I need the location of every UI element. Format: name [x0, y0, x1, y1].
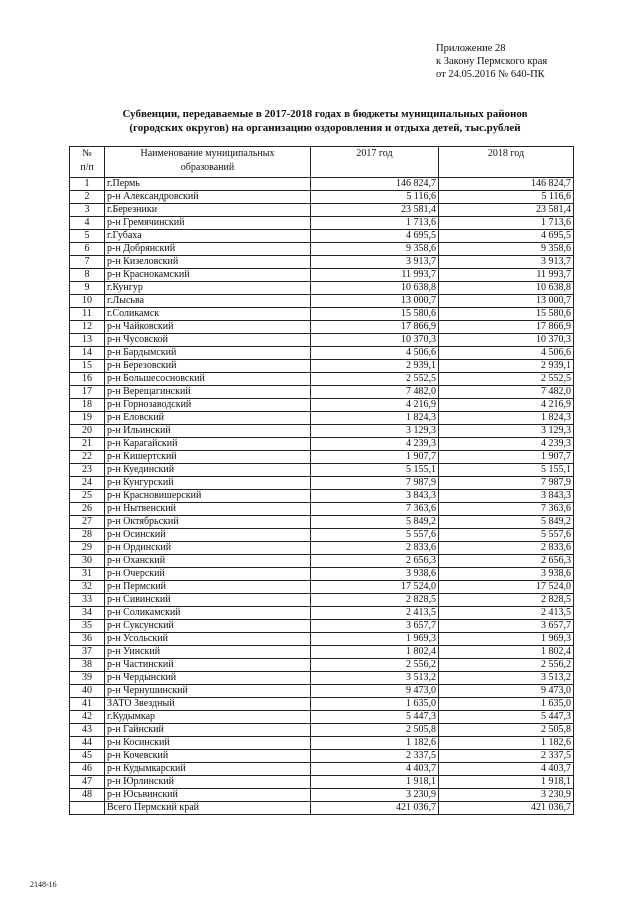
row-value-2018: 2 828,5	[439, 594, 574, 607]
table-row	[70, 568, 574, 581]
row-value-2018: 9 473,0	[439, 685, 574, 698]
row-value-2017: 1 969,3	[311, 633, 439, 646]
row-value-2018: 7 482,0	[439, 386, 574, 399]
row-number: 17	[70, 386, 105, 399]
row-value-2018: 15 580,6	[439, 308, 574, 321]
row-number: 33	[70, 594, 105, 607]
document-code: 2148-16	[30, 880, 57, 889]
row-value-2018: 1 713,6	[439, 217, 574, 230]
table-row	[70, 373, 574, 386]
row-number: 1	[70, 178, 105, 191]
row-value-2017: 1 182,6	[311, 737, 439, 750]
row-value-2017: 7 987,9	[311, 477, 439, 490]
row-name: р-н Юсьвинский	[105, 789, 311, 802]
title-line-1: Субвенции, передаваемые в 2017-2018 годах в бюджеты муниципальных районов	[122, 108, 528, 120]
row-value-2017: 2 556,2	[311, 659, 439, 672]
row-value-2018: 1 182,6	[439, 737, 574, 750]
table-row	[70, 217, 574, 230]
row-number: 3	[70, 204, 105, 217]
table-row	[70, 711, 574, 724]
row-number: 19	[70, 412, 105, 425]
table-row	[70, 724, 574, 737]
row-value-2017: 17 524,0	[311, 581, 439, 594]
document-title	[60, 107, 590, 135]
table-row	[70, 607, 574, 620]
table-row	[70, 412, 574, 425]
row-name: р-н Очерский	[105, 568, 311, 581]
row-number: 42	[70, 711, 105, 724]
row-value-2017: 10 638,8	[311, 282, 439, 295]
row-name: р-н Кизеловский	[105, 256, 311, 269]
row-number: 48	[70, 789, 105, 802]
row-value-2018: 13 000,7	[439, 295, 574, 308]
row-number: 37	[70, 646, 105, 659]
table-row	[70, 698, 574, 711]
row-value-2018: 11 993,7	[439, 269, 574, 282]
table-row	[70, 256, 574, 269]
row-value-2017: 3 513,2	[311, 672, 439, 685]
row-number: 32	[70, 581, 105, 594]
row-number: 11	[70, 308, 105, 321]
table-row	[70, 750, 574, 763]
row-name: р-н Кочевский	[105, 750, 311, 763]
row-value-2017: 3 129,3	[311, 425, 439, 438]
row-value-2018: 3 657,7	[439, 620, 574, 633]
row-value-2018: 7 363,6	[439, 503, 574, 516]
row-value-2017: 146 824,7	[311, 178, 439, 191]
row-value-2018: 10 370,3	[439, 334, 574, 347]
row-name: р-н Осинский	[105, 529, 311, 542]
row-value-2017: 23 581,4	[311, 204, 439, 217]
row-value-2017: 1 907,7	[311, 451, 439, 464]
row-number: 9	[70, 282, 105, 295]
row-value-2017: 3 913,7	[311, 256, 439, 269]
table-row	[70, 581, 574, 594]
row-name: р-н Усольский	[105, 633, 311, 646]
row-value-2018: 421 036,7	[439, 802, 574, 815]
row-number: 12	[70, 321, 105, 334]
table-row	[70, 425, 574, 438]
row-value-2018: 23 581,4	[439, 204, 574, 217]
table-row	[70, 399, 574, 412]
row-value-2017: 4 506,6	[311, 347, 439, 360]
row-value-2018: 1 824,3	[439, 412, 574, 425]
row-name: г.Кунгур	[105, 282, 311, 295]
row-value-2018: 2 552,5	[439, 373, 574, 386]
row-number: 41	[70, 698, 105, 711]
row-value-2017: 1 824,3	[311, 412, 439, 425]
table-row	[70, 542, 574, 555]
row-number: 4	[70, 217, 105, 230]
row-name: г.Губаха	[105, 230, 311, 243]
row-number: 7	[70, 256, 105, 269]
row-name: р-н Березовский	[105, 360, 311, 373]
table-row	[70, 386, 574, 399]
row-value-2018: 1 907,7	[439, 451, 574, 464]
row-value-2018: 5 849,2	[439, 516, 574, 529]
table-row	[70, 451, 574, 464]
row-value-2017: 15 580,6	[311, 308, 439, 321]
table-row	[70, 230, 574, 243]
row-name: р-н Карагайский	[105, 438, 311, 451]
row-number: 13	[70, 334, 105, 347]
row-value-2018: 4 216,9	[439, 399, 574, 412]
row-name: р-н Гайнский	[105, 724, 311, 737]
row-name: р-н Юрлинский	[105, 776, 311, 789]
row-number: 23	[70, 464, 105, 477]
row-value-2017: 2 828,5	[311, 594, 439, 607]
row-value-2018: 1 802,4	[439, 646, 574, 659]
row-value-2018: 2 556,2	[439, 659, 574, 672]
row-name: р-н Косинский	[105, 737, 311, 750]
row-value-2017: 2 939,1	[311, 360, 439, 373]
row-name: р-н Горнозаводский	[105, 399, 311, 412]
row-value-2018: 3 938,6	[439, 568, 574, 581]
table-row	[70, 529, 574, 542]
row-name: р-н Соликамский	[105, 607, 311, 620]
table-row	[70, 776, 574, 789]
row-name: г.Березники	[105, 204, 311, 217]
row-number: 35	[70, 620, 105, 633]
row-value-2017: 9 358,6	[311, 243, 439, 256]
row-number: 25	[70, 490, 105, 503]
row-value-2017: 2 337,5	[311, 750, 439, 763]
row-value-2017: 7 482,0	[311, 386, 439, 399]
row-value-2017: 3 938,6	[311, 568, 439, 581]
row-number: 31	[70, 568, 105, 581]
row-name: р-н Бардымский	[105, 347, 311, 360]
row-name: р-н Краснокамский	[105, 269, 311, 282]
table-row	[70, 295, 574, 308]
appendix-line-3: от 24.05.2016 № 640-ПК	[436, 69, 545, 80]
row-number: 43	[70, 724, 105, 737]
header-name-line-2: образований	[180, 162, 235, 173]
row-name: р-н Чайковский	[105, 321, 311, 334]
row-number: 26	[70, 503, 105, 516]
table-row	[70, 334, 574, 347]
table-row	[70, 490, 574, 503]
row-number: 20	[70, 425, 105, 438]
table-row	[70, 204, 574, 217]
row-number: 22	[70, 451, 105, 464]
row-number: 27	[70, 516, 105, 529]
table-row	[70, 659, 574, 672]
table-row	[70, 685, 574, 698]
row-value-2018: 3 513,2	[439, 672, 574, 685]
table-row	[70, 347, 574, 360]
row-number: 5	[70, 230, 105, 243]
row-name: г.Пермь	[105, 178, 311, 191]
row-name: р-н Пермский	[105, 581, 311, 594]
row-value-2018: 17 866,9	[439, 321, 574, 334]
table-row	[70, 282, 574, 295]
table-row	[70, 516, 574, 529]
table-body	[70, 178, 574, 815]
row-value-2018: 3 843,3	[439, 490, 574, 503]
row-value-2018: 5 557,6	[439, 529, 574, 542]
row-name: р-н Куединский	[105, 464, 311, 477]
row-value-2018: 5 447,3	[439, 711, 574, 724]
row-number: 45	[70, 750, 105, 763]
row-name: р-н Еловский	[105, 412, 311, 425]
row-value-2018: 3 129,3	[439, 425, 574, 438]
row-value-2017: 5 116,6	[311, 191, 439, 204]
row-number: 14	[70, 347, 105, 360]
appendix-line-2: к Закону Пермского края	[436, 56, 548, 67]
row-value-2018: 5 116,6	[439, 191, 574, 204]
row-value-2017: 5 155,1	[311, 464, 439, 477]
row-name: р-н Уинский	[105, 646, 311, 659]
row-name: р-н Кудымкарский	[105, 763, 311, 776]
row-value-2018: 2 337,5	[439, 750, 574, 763]
row-value-2017: 2 413,5	[311, 607, 439, 620]
row-number: 30	[70, 555, 105, 568]
table-row	[70, 308, 574, 321]
row-value-2018: 4 239,3	[439, 438, 574, 451]
header-number	[70, 147, 105, 178]
row-value-2017: 2 833,6	[311, 542, 439, 555]
row-name: р-н Чердынский	[105, 672, 311, 685]
row-number: 10	[70, 295, 105, 308]
row-value-2018: 146 824,7	[439, 178, 574, 191]
row-number: 16	[70, 373, 105, 386]
row-number	[70, 802, 105, 815]
table-row	[70, 763, 574, 776]
row-value-2017: 1 802,4	[311, 646, 439, 659]
table-row	[70, 789, 574, 802]
row-value-2018: 1 635,0	[439, 698, 574, 711]
row-name: р-н Кишертский	[105, 451, 311, 464]
row-value-2018: 2 505,8	[439, 724, 574, 737]
row-name: р-н Александровский	[105, 191, 311, 204]
row-number: 6	[70, 243, 105, 256]
row-name: р-н Суксунский	[105, 620, 311, 633]
row-number: 38	[70, 659, 105, 672]
table-row	[70, 321, 574, 334]
row-value-2017: 4 695,5	[311, 230, 439, 243]
row-name: р-н Октябрьский	[105, 516, 311, 529]
row-value-2017: 2 505,8	[311, 724, 439, 737]
row-value-2017: 4 239,3	[311, 438, 439, 451]
row-value-2017: 13 000,7	[311, 295, 439, 308]
row-name: р-н Большесосновский	[105, 373, 311, 386]
row-value-2017: 7 363,6	[311, 503, 439, 516]
table-row	[70, 555, 574, 568]
header-name	[105, 147, 311, 178]
header-number-line-1: №	[82, 148, 92, 159]
subsidies-table	[69, 146, 574, 815]
row-number: 21	[70, 438, 105, 451]
row-name: р-н Ильинский	[105, 425, 311, 438]
row-value-2017: 4 403,7	[311, 763, 439, 776]
row-value-2018: 7 987,9	[439, 477, 574, 490]
row-number: 8	[70, 269, 105, 282]
table-row	[70, 269, 574, 282]
row-value-2018: 1 918,1	[439, 776, 574, 789]
table-row	[70, 646, 574, 659]
row-value-2018: 2 939,1	[439, 360, 574, 373]
row-value-2018: 5 155,1	[439, 464, 574, 477]
row-value-2017: 3 843,3	[311, 490, 439, 503]
table-row	[70, 594, 574, 607]
row-value-2017: 10 370,3	[311, 334, 439, 347]
row-name: р-н Гремячинский	[105, 217, 311, 230]
row-value-2017: 5 557,6	[311, 529, 439, 542]
row-value-2017: 5 447,3	[311, 711, 439, 724]
row-name: р-н Кунгурский	[105, 477, 311, 490]
table-row	[70, 672, 574, 685]
row-name: р-н Чусовской	[105, 334, 311, 347]
row-number: 28	[70, 529, 105, 542]
row-value-2017: 9 473,0	[311, 685, 439, 698]
row-number: 47	[70, 776, 105, 789]
row-name: р-н Оханский	[105, 555, 311, 568]
row-value-2017: 1 918,1	[311, 776, 439, 789]
total-row	[70, 802, 574, 815]
row-value-2018: 1 969,3	[439, 633, 574, 646]
table-row	[70, 633, 574, 646]
row-value-2018: 2 833,6	[439, 542, 574, 555]
table-header-row	[70, 147, 574, 178]
row-value-2017: 1 713,6	[311, 217, 439, 230]
row-value-2018: 10 638,8	[439, 282, 574, 295]
row-value-2017: 2 656,3	[311, 555, 439, 568]
row-name: р-н Добрянский	[105, 243, 311, 256]
row-value-2018: 4 506,6	[439, 347, 574, 360]
table-row	[70, 360, 574, 373]
row-value-2018: 2 413,5	[439, 607, 574, 620]
row-number: 29	[70, 542, 105, 555]
row-value-2017: 1 635,0	[311, 698, 439, 711]
row-value-2017: 5 849,2	[311, 516, 439, 529]
appendix-line-1: Приложение 28	[436, 43, 506, 54]
row-value-2018: 3 913,7	[439, 256, 574, 269]
row-name: г.Кудымкар	[105, 711, 311, 724]
table-row	[70, 620, 574, 633]
row-name: г.Лысьва	[105, 295, 311, 308]
table-row	[70, 477, 574, 490]
row-value-2017: 3 657,7	[311, 620, 439, 633]
row-value-2018: 2 656,3	[439, 555, 574, 568]
row-number: 46	[70, 763, 105, 776]
table-row	[70, 464, 574, 477]
row-name: р-н Частинский	[105, 659, 311, 672]
table-row	[70, 178, 574, 191]
row-number: 18	[70, 399, 105, 412]
appendix-note	[436, 42, 547, 81]
row-name: р-н Нытвенский	[105, 503, 311, 516]
row-value-2018: 17 524,0	[439, 581, 574, 594]
row-value-2018: 4 403,7	[439, 763, 574, 776]
row-name: ЗАТО Звездный	[105, 698, 311, 711]
row-name: р-н Чернушинский	[105, 685, 311, 698]
row-value-2017: 2 552,5	[311, 373, 439, 386]
row-value-2018: 9 358,6	[439, 243, 574, 256]
table-row	[70, 438, 574, 451]
header-number-line-2: п/п	[80, 162, 94, 173]
row-name: г.Соликамск	[105, 308, 311, 321]
header-2017: 2017 год	[311, 147, 439, 178]
row-value-2017: 4 216,9	[311, 399, 439, 412]
row-number: 15	[70, 360, 105, 373]
header-2018: 2018 год	[439, 147, 574, 178]
row-number: 24	[70, 477, 105, 490]
table-row	[70, 503, 574, 516]
row-number: 36	[70, 633, 105, 646]
row-name: р-н Ординский	[105, 542, 311, 555]
row-value-2017: 421 036,7	[311, 802, 439, 815]
header-name-line-1: Наименование муниципальных	[140, 148, 275, 159]
table-row	[70, 243, 574, 256]
row-value-2017: 3 230,9	[311, 789, 439, 802]
row-value-2017: 11 993,7	[311, 269, 439, 282]
row-value-2018: 3 230,9	[439, 789, 574, 802]
row-name: р-н Сивинский	[105, 594, 311, 607]
row-name: р-н Красновишерский	[105, 490, 311, 503]
row-value-2018: 4 695,5	[439, 230, 574, 243]
row-value-2017: 17 866,9	[311, 321, 439, 334]
row-name: р-н Верещагинский	[105, 386, 311, 399]
row-number: 34	[70, 607, 105, 620]
table-row	[70, 191, 574, 204]
title-line-2: (городских округов) на организацию оздоровления и отдыха детей, тыс.рублей	[129, 122, 521, 134]
row-number: 44	[70, 737, 105, 750]
table-row	[70, 737, 574, 750]
row-number: 40	[70, 685, 105, 698]
row-number: 39	[70, 672, 105, 685]
row-number: 2	[70, 191, 105, 204]
row-name: Всего Пермский край	[105, 802, 311, 815]
